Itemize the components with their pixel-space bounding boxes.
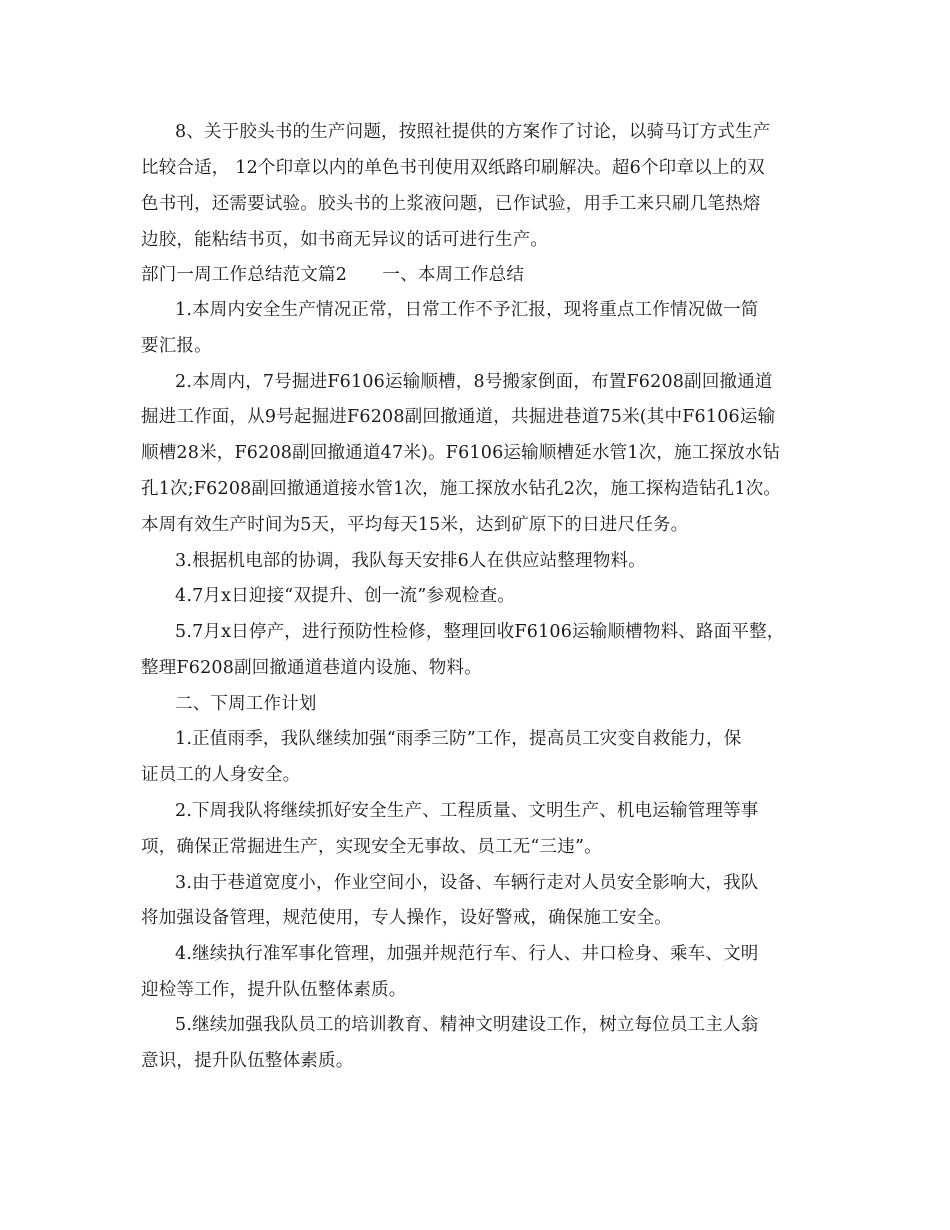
text-line: 顺槽28米，F6208副回撤通道47米)。F6106运输顺槽延水管1次，施工探放水钻: [141, 443, 781, 463]
text-line: 5.继续加强我队员工的培训教育、精神文明建设工作，树立每位员工主人翁: [175, 1015, 759, 1035]
text-line: 1.正值雨季，我队继续加强“雨季三防”工作，提高员工灾变自救能力，保: [175, 729, 742, 749]
text-line: 比较合适， 12个印章以内的单色书刊使用双纸路印刷解决。超6个印章以上的双: [141, 158, 765, 178]
text-line: 孔1次;F6208副回撤通道接水管1次，施工探放水钻孔2次，施工探构造钻孔1次。: [141, 479, 782, 499]
section-heading: 部门一周工作总结范文篇2 一、本周工作总结: [141, 265, 525, 285]
text-line: 色书刊，还需要试验。胶头书的上浆液问题，已作试验，用手工来只刷几笔热熔: [141, 194, 761, 214]
text-line: 项，确保正常掘进生产，实现安全无事故、员工无“三违”。: [141, 837, 602, 857]
text-line: 要汇报。: [141, 336, 212, 356]
text-line: 将加强设备管理，规范使用，专人操作，设好警戒，确保施工安全。: [141, 908, 672, 928]
text-line: 4.继续执行准军事化管理，加强并规范行车、行人、井口检身、乘车、文明: [175, 944, 759, 964]
text-line: 3.由于巷道宽度小，作业空间小，设备、车辆行走对人员安全影响大，我队: [175, 873, 759, 893]
text-line: 本周有效生产时间为5天，平均每天15米，达到矿原下的日进尺任务。: [141, 515, 689, 535]
text-line: 2.本周内，7号掘进F6106运输顺槽，8号搬家倒面，布置F6208副回撤通道: [175, 372, 773, 392]
text-line: 意识，提升队伍整体素质。: [141, 1051, 354, 1071]
text-line: 2.下周我队将继续抓好安全生产、工程质量、文明生产、机电运输管理等事: [175, 801, 759, 821]
text-line: 迎检等工作，提升队伍整体素质。: [141, 980, 407, 1000]
text-line: 8、关于胶头书的生产问题，按照社提供的方案作了讨论，以骑马订方式生产: [175, 122, 771, 142]
text-line: 边胶，能粘结书页，如书商无异议的话可进行生产。: [141, 230, 549, 250]
section-heading: 二、下周工作计划: [175, 694, 317, 714]
text-line: 证员工的人身安全。: [141, 765, 301, 785]
text-line: 5.7月x日停产，进行预防性检修，整理回收F6106运输顺槽物料、路面平整，: [175, 622, 785, 642]
text-line: 掘进工作面，从9号起掘进F6208副回撤通道，共掘进巷道75米(其中F6106运输: [141, 407, 776, 427]
text-line: 整理F6208副回撤通道巷道内设施、物料。: [141, 658, 482, 678]
text-line: 3.根据机电部的协调，我队每天安排6人在供应站整理物料。: [175, 551, 646, 571]
text-line: 1.本周内安全生产情况正常，日常工作不予汇报，现将重点工作情况做一简: [175, 300, 759, 320]
text-line: 4.7月x日迎接“双提升、创一流”参观检查。: [175, 586, 515, 606]
